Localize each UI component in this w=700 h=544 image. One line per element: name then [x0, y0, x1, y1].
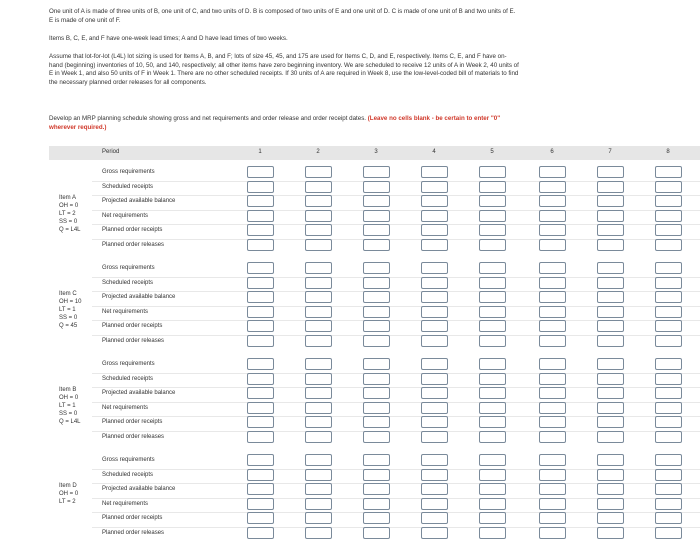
- item-a-name: Item A: [59, 195, 77, 201]
- item-c-name: Item C: [59, 291, 77, 297]
- item-d-row-label-3: Net requirements: [102, 501, 149, 507]
- input-cell[interactable]: [597, 483, 624, 495]
- item-a-info: [59, 194, 81, 234]
- item-d-oh: OH = 0: [59, 491, 79, 497]
- input-cell[interactable]: [421, 306, 448, 318]
- input-cell[interactable]: [363, 387, 390, 399]
- input-cell[interactable]: [421, 358, 448, 370]
- input-cell[interactable]: [421, 431, 448, 443]
- input-cell[interactable]: [597, 416, 624, 428]
- input-cell[interactable]: [479, 210, 506, 222]
- input-cell[interactable]: [247, 512, 274, 524]
- lead-times-text: Items B, C, E, and F have one-week lead times; A and D have lead times of two weeks.: [49, 35, 288, 42]
- input-cell[interactable]: [539, 373, 566, 385]
- input-cell[interactable]: [479, 387, 506, 399]
- item-b-q: Q = L4L: [59, 419, 81, 425]
- item-b-row-label-5: Planned order releases: [102, 434, 165, 440]
- input-cell[interactable]: [539, 402, 566, 414]
- input-cell[interactable]: [655, 454, 682, 466]
- input-cell[interactable]: [363, 166, 390, 178]
- item-b-row-label-3: Net requirements: [102, 405, 149, 411]
- input-cell[interactable]: [421, 402, 448, 414]
- input-cell[interactable]: [539, 527, 566, 539]
- input-cell[interactable]: [305, 483, 332, 495]
- input-cell[interactable]: [655, 166, 682, 178]
- item-a-row-label-5: Planned order releases: [102, 242, 165, 248]
- input-cell[interactable]: [479, 181, 506, 193]
- item-a-row-label-4: Planned order receipts: [102, 227, 163, 233]
- input-cell[interactable]: [305, 416, 332, 428]
- item-a-q: Q = L4L: [59, 227, 81, 233]
- input-cell[interactable]: [655, 335, 682, 347]
- input-cell[interactable]: [305, 527, 332, 539]
- input-cell[interactable]: [655, 262, 682, 274]
- instructions-warning: (Leave no cells blank - be certain to enter "0" wherever required.): [49, 115, 501, 131]
- input-cell[interactable]: [305, 512, 332, 524]
- item-b-row-label-4: Planned order receipts: [102, 419, 163, 425]
- input-cell[interactable]: [363, 483, 390, 495]
- input-cell[interactable]: [363, 469, 390, 481]
- input-cell[interactable]: [421, 181, 448, 193]
- input-cell[interactable]: [305, 239, 332, 251]
- period-8: 8: [666, 149, 670, 155]
- input-cell[interactable]: [421, 277, 448, 289]
- input-cell[interactable]: [247, 498, 274, 510]
- item-d-row-label-1: Scheduled receipts: [102, 472, 154, 478]
- input-cell[interactable]: [421, 416, 448, 428]
- input-cell[interactable]: [305, 387, 332, 399]
- input-cell[interactable]: [421, 291, 448, 303]
- input-cell[interactable]: [363, 195, 390, 207]
- input-cell[interactable]: [539, 306, 566, 318]
- input-cell[interactable]: [363, 527, 390, 539]
- period-7: 7: [608, 149, 612, 155]
- input-cell[interactable]: [305, 454, 332, 466]
- item-c-block: [49, 256, 700, 352]
- input-cell[interactable]: [655, 498, 682, 510]
- item-d-row-label-2: Projected available balance: [102, 486, 176, 492]
- input-cell[interactable]: [247, 402, 274, 414]
- input-cell[interactable]: [655, 373, 682, 385]
- input-cell[interactable]: [305, 469, 332, 481]
- input-cell[interactable]: [597, 454, 624, 466]
- input-cell[interactable]: [597, 512, 624, 524]
- instructions-main: Develop an MRP planning schedule showing gross and net requirements and order release and order receipt dates.: [49, 115, 367, 122]
- input-cell[interactable]: [597, 498, 624, 510]
- item-b-row-label-0: Gross requirements: [102, 361, 155, 367]
- input-cell[interactable]: [305, 402, 332, 414]
- item-c-row-label-2: Projected available balance: [102, 294, 176, 300]
- input-cell[interactable]: [655, 291, 682, 303]
- input-cell[interactable]: [539, 469, 566, 481]
- input-cell[interactable]: [479, 166, 506, 178]
- input-cell[interactable]: [539, 291, 566, 303]
- input-cell[interactable]: [247, 291, 274, 303]
- input-cell[interactable]: [479, 527, 506, 539]
- input-cell[interactable]: [363, 512, 390, 524]
- input-cell[interactable]: [655, 306, 682, 318]
- input-cell[interactable]: [597, 210, 624, 222]
- input-cell[interactable]: [539, 454, 566, 466]
- input-cell[interactable]: [363, 224, 390, 236]
- item-c-q: Q = 45: [59, 323, 78, 329]
- item-a-ss: SS = 0: [59, 219, 78, 225]
- input-cell[interactable]: [479, 306, 506, 318]
- input-cell[interactable]: [597, 224, 624, 236]
- input-cell[interactable]: [363, 373, 390, 385]
- input-cell[interactable]: [305, 224, 332, 236]
- input-cell[interactable]: [247, 277, 274, 289]
- input-cell[interactable]: [655, 358, 682, 370]
- input-cell[interactable]: [305, 181, 332, 193]
- input-cell[interactable]: [363, 210, 390, 222]
- input-cell[interactable]: [363, 239, 390, 251]
- period-5: 5: [490, 149, 494, 155]
- input-cell[interactable]: [479, 431, 506, 443]
- input-cell[interactable]: [655, 483, 682, 495]
- input-cell[interactable]: [421, 335, 448, 347]
- input-cell[interactable]: [305, 358, 332, 370]
- item-c-oh: OH = 10: [59, 299, 82, 305]
- input-cell[interactable]: [539, 358, 566, 370]
- input-cell[interactable]: [421, 387, 448, 399]
- input-cell[interactable]: [655, 195, 682, 207]
- input-cell[interactable]: [539, 224, 566, 236]
- input-cell[interactable]: [539, 483, 566, 495]
- item-a-block: [49, 160, 700, 256]
- input-cell[interactable]: [421, 166, 448, 178]
- input-cell[interactable]: [539, 431, 566, 443]
- input-cell[interactable]: [479, 483, 506, 495]
- item-a-oh: OH = 0: [59, 203, 79, 209]
- problem-statement: One unit of A is made of three units of B, one unit of C, and two units of D. B is composed of two units of E and one unit of D. C is made of one unit of B and two units of E. E is made of one unit of F.: [49, 8, 516, 24]
- input-cell[interactable]: [479, 498, 506, 510]
- input-cell[interactable]: [597, 387, 624, 399]
- input-cell[interactable]: [421, 483, 448, 495]
- input-cell[interactable]: [247, 483, 274, 495]
- input-cell[interactable]: [539, 498, 566, 510]
- input-cell[interactable]: [597, 277, 624, 289]
- input-cell[interactable]: [363, 402, 390, 414]
- input-cell[interactable]: [363, 181, 390, 193]
- input-cell[interactable]: [421, 469, 448, 481]
- input-cell[interactable]: [305, 306, 332, 318]
- input-cell[interactable]: [479, 320, 506, 332]
- input-cell[interactable]: [247, 166, 274, 178]
- item-c-row-label-4: Planned order receipts: [102, 323, 163, 329]
- input-cell[interactable]: [539, 512, 566, 524]
- item-a-lt: LT = 2: [59, 211, 76, 217]
- item-a-row-label-0: Gross requirements: [102, 169, 155, 175]
- input-cell[interactable]: [539, 387, 566, 399]
- instructions-text: [49, 115, 519, 132]
- input-cell[interactable]: [539, 335, 566, 347]
- input-cell[interactable]: [479, 416, 506, 428]
- input-cell[interactable]: [479, 262, 506, 274]
- period-label: Period: [102, 149, 120, 155]
- input-cell[interactable]: [597, 181, 624, 193]
- input-cell[interactable]: [363, 498, 390, 510]
- input-cell[interactable]: [247, 373, 274, 385]
- input-cell[interactable]: [655, 181, 682, 193]
- input-cell[interactable]: [247, 195, 274, 207]
- input-cell[interactable]: [597, 469, 624, 481]
- input-cell[interactable]: [421, 527, 448, 539]
- item-c-row-label-0: Gross requirements: [102, 265, 155, 271]
- item-d-name: Item D: [59, 483, 77, 489]
- input-cell[interactable]: [247, 224, 274, 236]
- period-header-row: [49, 146, 700, 160]
- input-cell[interactable]: [479, 277, 506, 289]
- input-cell[interactable]: [247, 527, 274, 539]
- input-cell[interactable]: [247, 431, 274, 443]
- input-cell[interactable]: [597, 527, 624, 539]
- input-cell[interactable]: [305, 210, 332, 222]
- input-cell[interactable]: [363, 277, 390, 289]
- input-cell[interactable]: [597, 402, 624, 414]
- input-cell[interactable]: [479, 469, 506, 481]
- input-cell[interactable]: [655, 402, 682, 414]
- input-cell[interactable]: [479, 335, 506, 347]
- input-cell[interactable]: [479, 291, 506, 303]
- input-cell[interactable]: [479, 373, 506, 385]
- item-a-row-label-2: Projected available balance: [102, 198, 176, 204]
- input-cell[interactable]: [479, 224, 506, 236]
- input-cell[interactable]: [539, 181, 566, 193]
- input-cell[interactable]: [305, 335, 332, 347]
- input-cell[interactable]: [247, 469, 274, 481]
- period-2: 2: [316, 149, 320, 155]
- input-cell[interactable]: [363, 262, 390, 274]
- input-cell[interactable]: [305, 195, 332, 207]
- input-cell[interactable]: [655, 416, 682, 428]
- input-cell[interactable]: [247, 454, 274, 466]
- input-cell[interactable]: [655, 224, 682, 236]
- item-a-row-label-1: Scheduled receipts: [102, 184, 154, 190]
- input-cell[interactable]: [597, 306, 624, 318]
- item-d-lt: LT = 2: [59, 499, 76, 505]
- input-cell[interactable]: [247, 239, 274, 251]
- input-cell[interactable]: [539, 166, 566, 178]
- input-cell[interactable]: [247, 320, 274, 332]
- input-cell[interactable]: [421, 224, 448, 236]
- period-1: 1: [258, 149, 262, 155]
- input-cell[interactable]: [421, 195, 448, 207]
- input-cell[interactable]: [363, 416, 390, 428]
- input-cell[interactable]: [539, 239, 566, 251]
- input-cell[interactable]: [247, 210, 274, 222]
- input-cell[interactable]: [421, 512, 448, 524]
- item-c-row-label-1: Scheduled receipts: [102, 280, 154, 286]
- input-cell[interactable]: [597, 431, 624, 443]
- input-cell[interactable]: [539, 195, 566, 207]
- input-cell[interactable]: [247, 387, 274, 399]
- input-cell[interactable]: [655, 320, 682, 332]
- input-cell[interactable]: [479, 454, 506, 466]
- item-d-block: [49, 448, 700, 544]
- item-b-ss: SS = 0: [59, 411, 78, 417]
- input-cell[interactable]: [539, 320, 566, 332]
- input-cell[interactable]: [247, 306, 274, 318]
- input-cell[interactable]: [421, 262, 448, 274]
- item-d-row-label-4: Planned order receipts: [102, 515, 163, 521]
- input-cell[interactable]: [421, 373, 448, 385]
- input-cell[interactable]: [305, 431, 332, 443]
- input-cell[interactable]: [655, 387, 682, 399]
- input-cell[interactable]: [597, 320, 624, 332]
- item-c-row-label-5: Planned order releases: [102, 338, 165, 344]
- period-4: 4: [432, 149, 436, 155]
- input-cell[interactable]: [363, 358, 390, 370]
- period-3: 3: [374, 149, 378, 155]
- item-c-info: [59, 290, 82, 330]
- input-cell[interactable]: [655, 277, 682, 289]
- input-cell[interactable]: [479, 512, 506, 524]
- input-cell[interactable]: [479, 239, 506, 251]
- input-cell[interactable]: [247, 358, 274, 370]
- input-cell[interactable]: [597, 239, 624, 251]
- item-c-ss: SS = 0: [59, 315, 78, 321]
- input-cell[interactable]: [305, 498, 332, 510]
- input-cell[interactable]: [305, 262, 332, 274]
- input-cell[interactable]: [655, 431, 682, 443]
- input-cell[interactable]: [421, 320, 448, 332]
- input-cell[interactable]: [305, 291, 332, 303]
- input-cell[interactable]: [479, 402, 506, 414]
- input-cell[interactable]: [363, 306, 390, 318]
- input-cell[interactable]: [363, 454, 390, 466]
- input-cell[interactable]: [597, 291, 624, 303]
- item-a-row-label-3: Net requirements: [102, 213, 149, 219]
- item-b-info: [59, 386, 81, 426]
- item-b-block: [49, 352, 700, 448]
- mrp-table: [49, 146, 700, 536]
- item-b-oh: OH = 0: [59, 395, 79, 401]
- item-d-row-label-5: Planned order releases: [102, 530, 165, 536]
- input-cell[interactable]: [247, 181, 274, 193]
- item-b-lt: LT = 1: [59, 403, 76, 409]
- input-cell[interactable]: [597, 195, 624, 207]
- input-cell[interactable]: [597, 262, 624, 274]
- item-c-lt: LT = 1: [59, 307, 76, 313]
- input-cell[interactable]: [247, 262, 274, 274]
- input-cell[interactable]: [597, 358, 624, 370]
- item-b-row-label-1: Scheduled receipts: [102, 376, 154, 382]
- input-cell[interactable]: [421, 498, 448, 510]
- input-cell[interactable]: [655, 210, 682, 222]
- input-cell[interactable]: [363, 431, 390, 443]
- input-cell[interactable]: [247, 416, 274, 428]
- input-cell[interactable]: [305, 320, 332, 332]
- assumptions-text: Assume that lot-for-lot (L4L) lot sizing is used for Items A, B, and F; lots of size 45, 45, and 175 are used for Items C, D, and E, respectively. Items C, E, and F have on-hand (beginning) inventories of 10, 50, and 140, respectively; all other items have zero beginning inventory. We are scheduled to receive 12 units of A in Week 2, 40 units of E in Week 1, and also 50 units of F in Week 1. There are no other scheduled receipts. If 30 units of A are required in Week 8, use the low-level-coded bill of materials to find the necessary planned order releases for all components.: [49, 53, 519, 86]
- input-cell[interactable]: [363, 291, 390, 303]
- input-cell[interactable]: [655, 239, 682, 251]
- item-d-row-label-0: Gross requirements: [102, 457, 155, 463]
- input-cell[interactable]: [247, 335, 274, 347]
- input-cell[interactable]: [363, 320, 390, 332]
- input-cell[interactable]: [655, 527, 682, 539]
- input-cell[interactable]: [421, 210, 448, 222]
- input-cell[interactable]: [655, 469, 682, 481]
- input-cell[interactable]: [597, 166, 624, 178]
- input-cell[interactable]: [479, 358, 506, 370]
- input-cell[interactable]: [305, 277, 332, 289]
- item-b-name: Item B: [59, 387, 77, 393]
- period-6: 6: [550, 149, 554, 155]
- item-c-row-label-3: Net requirements: [102, 309, 149, 315]
- input-cell[interactable]: [539, 262, 566, 274]
- input-cell[interactable]: [597, 373, 624, 385]
- input-cell[interactable]: [655, 512, 682, 524]
- input-cell[interactable]: [539, 210, 566, 222]
- input-cell[interactable]: [305, 166, 332, 178]
- item-b-row-label-2: Projected available balance: [102, 390, 176, 396]
- input-cell[interactable]: [421, 454, 448, 466]
- input-cell[interactable]: [363, 335, 390, 347]
- input-cell[interactable]: [305, 373, 332, 385]
- item-d-info: [59, 482, 78, 506]
- input-cell[interactable]: [539, 277, 566, 289]
- input-cell[interactable]: [421, 239, 448, 251]
- input-cell[interactable]: [539, 416, 566, 428]
- input-cell[interactable]: [597, 335, 624, 347]
- input-cell[interactable]: [479, 195, 506, 207]
